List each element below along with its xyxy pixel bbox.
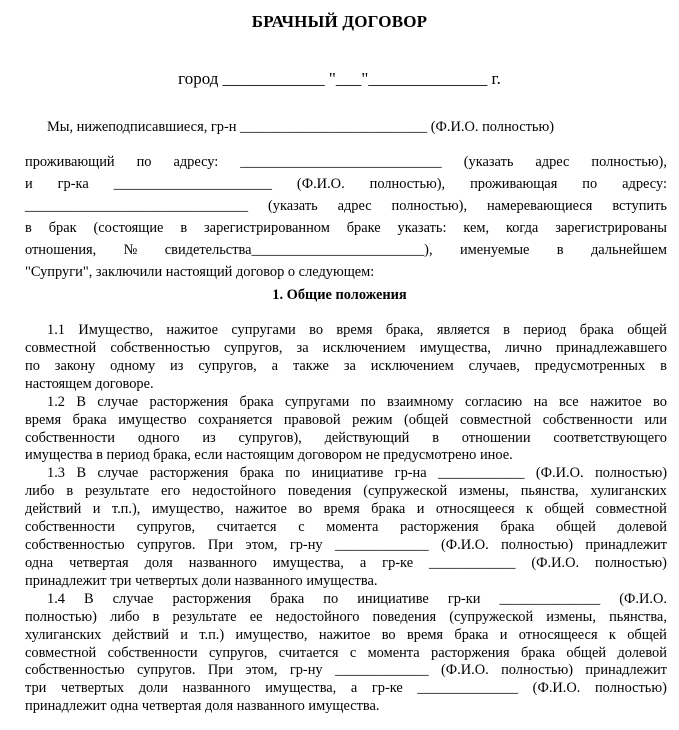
body-line: три четвертых доли названного имущества, а гр-ке ______________ (Ф.И.О. полностью) <box>25 680 667 696</box>
body-line: собственности супругов, считается с момента расторжения брака общей долевой <box>25 519 667 535</box>
preamble-line: _______________________________ (указать адрес полностью), намеревающиеся вступить <box>25 198 667 214</box>
body-line: имущества в период брака, если настоящим договором не предусмотрено иное. <box>25 447 513 463</box>
city-date-line: город ____________ "___"______________ г. <box>178 69 501 88</box>
document-title: БРАЧНЫЙ ДОГОВОР <box>251 12 428 31</box>
body-line: полностью) либо в результате ее недостойного поведения (супружеской измены, пьянства, <box>25 609 667 625</box>
preamble-line: проживающий по адресу: ____________________________ (указать адрес полностью), <box>25 154 667 170</box>
body-line: по закону одному из супругов, а также за исключением случаев, предусмотренных в <box>25 358 667 374</box>
body-line: собственности одного из супругов), действующий в отношении соответствующего <box>25 430 667 446</box>
body-line: 1.1 Имущество, нажитое супругами во время брака, является в период брака общей <box>47 322 667 338</box>
preamble-line: в брак (состоящие в зарегистрированном браке указать: кем, когда зарегистрированы <box>25 220 667 236</box>
section-heading: 1. Общие положения <box>272 287 407 303</box>
body-line: собственностью супругов. При этом, гр-ну _____________ (Ф.И.О. полностью) принадлежит <box>25 537 667 553</box>
body-line: либо в результате его недостойного поведения (супружеской измены, пьянства, хулиганских <box>25 483 667 499</box>
body-line: время брака имущество сохраняется правовой режим (общей совместной собственности или <box>25 412 667 428</box>
body-line: 1.3 В случае расторжения брака по инициативе гр-на ____________ (Ф.И.О. полностью) <box>47 465 667 481</box>
preamble-line: и гр-ка ______________________ (Ф.И.О. полностью), проживающая по адресу: <box>25 176 667 192</box>
body-line: совместной собственностью супругов, за исключением имущества, лично принадлежавшего <box>25 340 667 356</box>
body-line: собственностью супругов. При этом, гр-ну _____________ (Ф.И.О. полностью) принадлежит <box>25 662 667 678</box>
body-line: хулиганских действий и т.п.) имущество, нажитое во время брака и относящееся к общей <box>25 627 667 643</box>
body-line: принадлежит три четвертых доли названного имущества. <box>25 573 378 589</box>
body-line: настоящем договоре. <box>25 376 154 392</box>
body-line: одна четвертая доля названного имущества, а гр-ке ____________ (Ф.И.О. полностью) <box>25 555 667 571</box>
preamble-line: "Супруги", заключили настоящий договор о следующем: <box>25 264 375 280</box>
preamble-line: Мы, нижеподписавшиеся, гр-н __________________________ (Ф.И.О. полностью) <box>47 119 555 135</box>
body-line: принадлежит одна четвертая доля названного имущества. <box>25 698 380 714</box>
body-line: 1.4 В случае расторжения брака по инициативе гр-ки ______________ (Ф.И.О. <box>47 591 667 607</box>
preamble-line: отношения, № свидетельства________________________), именуемые в дальнейшем <box>25 242 667 258</box>
body-line: действий и т.п.), имущество, нажитое во время брака и относящееся к общей совместной <box>25 501 667 517</box>
body-line: совместной собственности супругов, считается с момента расторжения брака общей долевой <box>25 645 667 661</box>
body-line: 1.2 В случае расторжения брака супругами по взаимному согласию на все нажитое во <box>47 394 667 410</box>
